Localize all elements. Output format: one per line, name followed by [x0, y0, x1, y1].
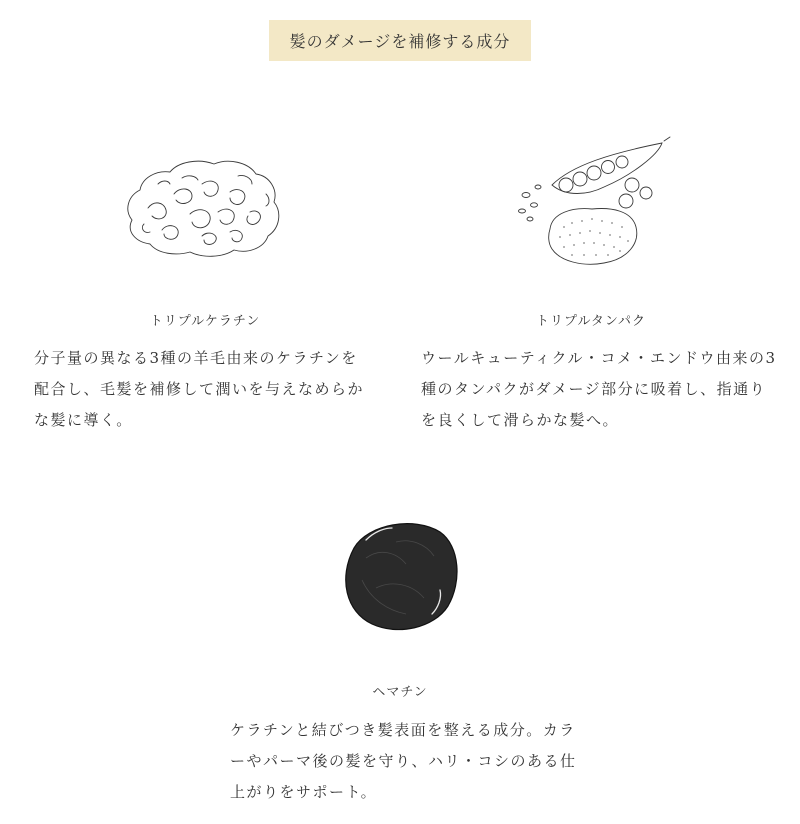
ingredient-name-protein: [486, 310, 696, 329]
description-line: 種のタンパクがダメージ部分に吸着し、指通り: [421, 380, 767, 398]
ingredient-description-keratin: [34, 343, 404, 436]
ingredient-description-hematin: [230, 715, 600, 808]
description-line: を良くして滑らかな髪へ。: [421, 411, 620, 429]
black-bean-illustration: [336, 518, 464, 636]
wool-fleece-illustration: [118, 150, 288, 260]
description-line: ーやパーマ後の髪を守り、ハリ・コシのある仕: [230, 752, 577, 770]
ingredient-description-protein: [421, 343, 791, 436]
ingredient-name-keratin-text: トリプルケラチン: [149, 314, 261, 329]
description-line: 配合し、毛髪を補修して潤いを与えなめらか: [34, 380, 365, 398]
ingredient-name-protein-text: トリプルタンパク: [535, 314, 647, 329]
description-line: 上がりをサポート。: [230, 783, 378, 801]
section-heading-text: 髪のダメージを補修する成分: [289, 32, 511, 51]
section-heading: [269, 20, 531, 61]
ingredient-name-hematin-text: ヘマチン: [372, 685, 428, 700]
description-line: ウールキューティクル・コメ・エンドウ由来の3: [421, 349, 777, 367]
pea-pod-and-rice-illustration: [512, 135, 672, 270]
ingredient-name-hematin: [295, 681, 505, 700]
description-line: ケラチンと結びつき髪表面を整える成分。カラ: [230, 721, 576, 739]
description-line: 分子量の異なる3種の羊毛由来のケラチンを: [34, 349, 358, 367]
description-line: な髪に導く。: [34, 411, 133, 429]
ingredient-name-keratin: [100, 310, 310, 329]
